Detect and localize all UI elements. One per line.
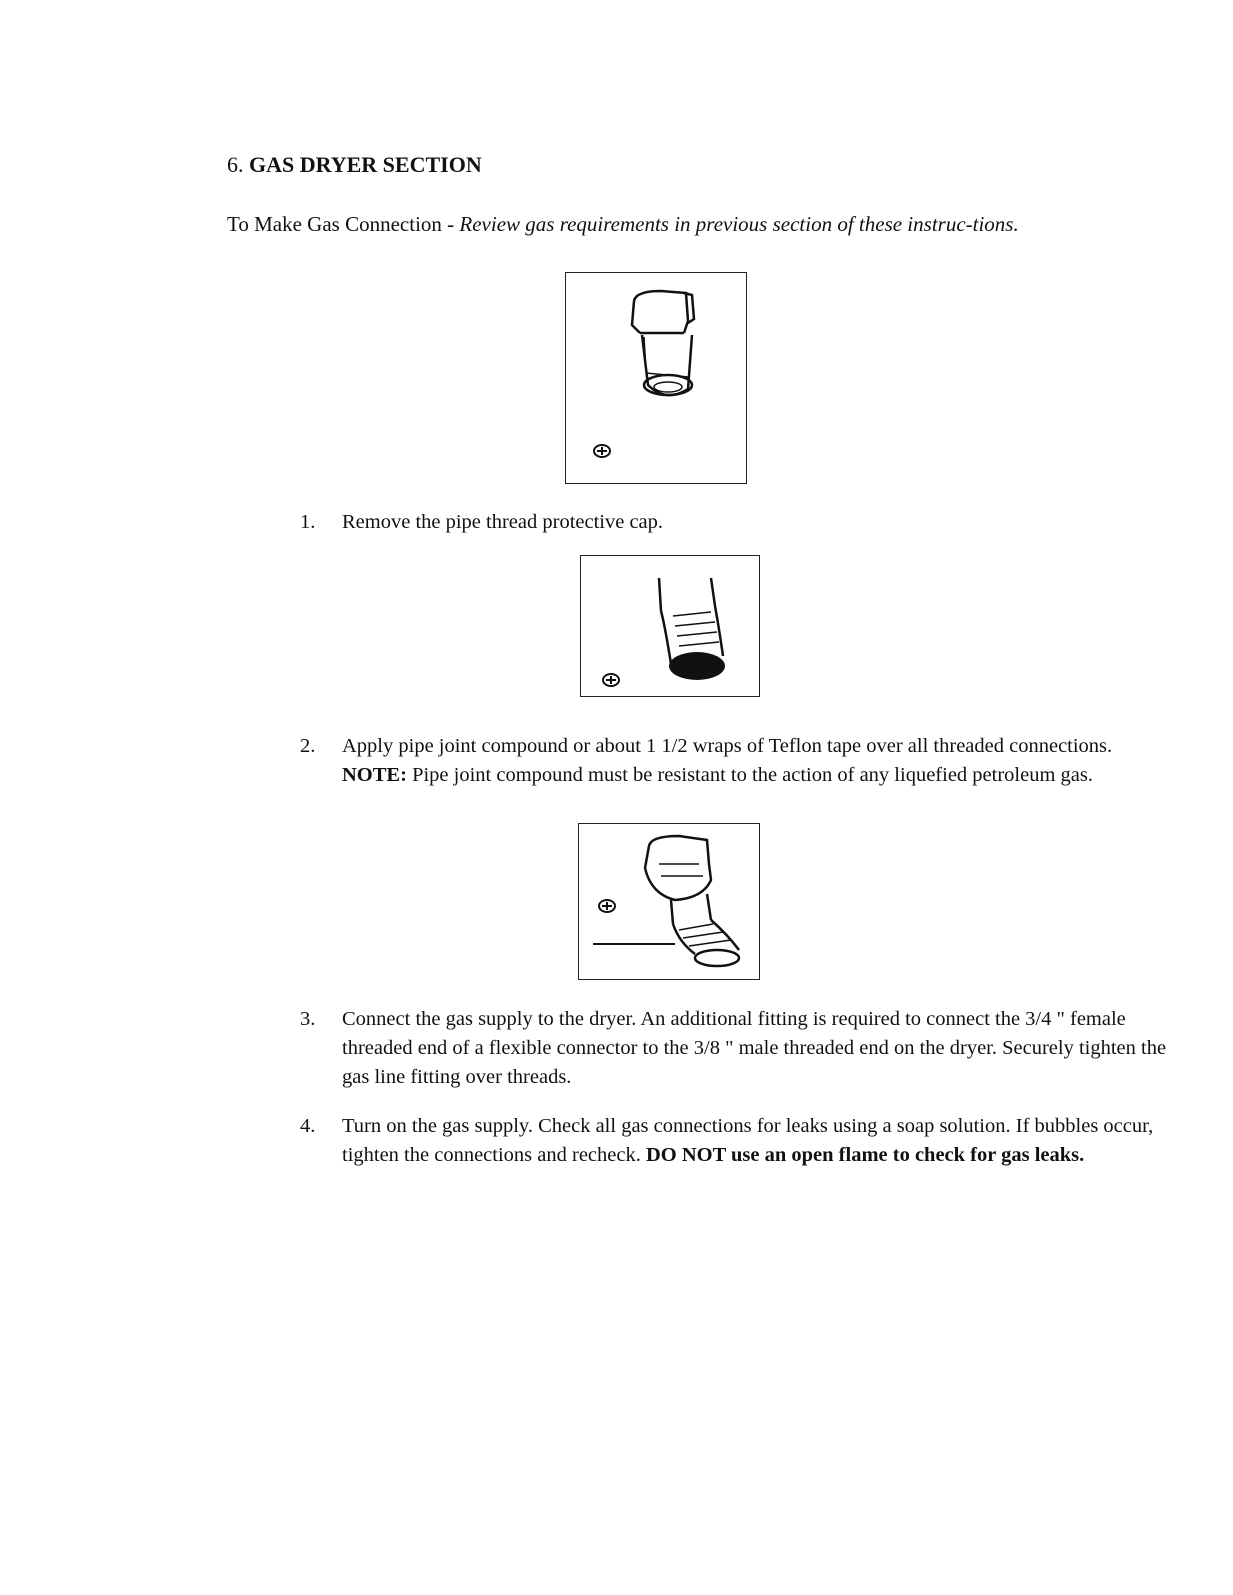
- section-number: 6.: [227, 152, 244, 177]
- step-number: 4.: [300, 1115, 316, 1137]
- step-text: Connect the gas supply to the dryer. An additional fitting is required to connect the 3/4 " female threaded end of a flexible connector to the 3/8 " male threaded end on the dryer. Securely tighten the gas line fitting over threads.: [342, 1008, 1167, 1088]
- step-number: 3.: [300, 1008, 316, 1030]
- section-title: GAS DRYER SECTION: [249, 152, 482, 177]
- connected-flexible-gas-line-icon: [579, 824, 759, 979]
- note-label: NOTE:: [342, 764, 407, 786]
- capped-pipe-fitting-icon: [566, 273, 746, 483]
- step-number: 1.: [300, 511, 316, 533]
- step-text-part: Apply pipe joint compound or about 1 1/2 wraps of Teflon tape over all threaded connections.: [342, 735, 1113, 757]
- threaded-pipe-fitting-icon: [581, 556, 759, 696]
- figure-threaded-fitting: [580, 555, 760, 697]
- step-2: [300, 732, 1170, 790]
- intro-dash: -: [441, 212, 460, 236]
- step-number: 2.: [300, 735, 316, 757]
- step-3: [300, 1005, 1170, 1092]
- step-text: [342, 732, 1170, 790]
- step-text: [342, 1112, 1170, 1170]
- safety-warning: DO NOT use an open flame to check for gas leaks.: [645, 1144, 1085, 1166]
- step-text-part: Pipe joint compound must be resistant to the action of any liquefied petroleum gas.: [406, 764, 1093, 786]
- intro-lead: To Make Gas Connection: [227, 212, 442, 236]
- step-4: [300, 1112, 1170, 1170]
- step-text-part: Turn on the gas supply. Check all gas connections for leaks using a soap solution. If bubbles occur, tighten the connections and recheck.: [342, 1115, 1154, 1166]
- intro-paragraph: [227, 210, 1127, 239]
- section-heading: [227, 152, 482, 178]
- step-1: [300, 508, 1170, 537]
- step-text: Remove the pipe thread protective cap.: [342, 511, 664, 533]
- intro-italic-note: Review gas requirements in previous section of these instruc-tions.: [459, 212, 1019, 236]
- figure-connected-line: [578, 823, 760, 980]
- figure-capped-fitting: [565, 272, 747, 484]
